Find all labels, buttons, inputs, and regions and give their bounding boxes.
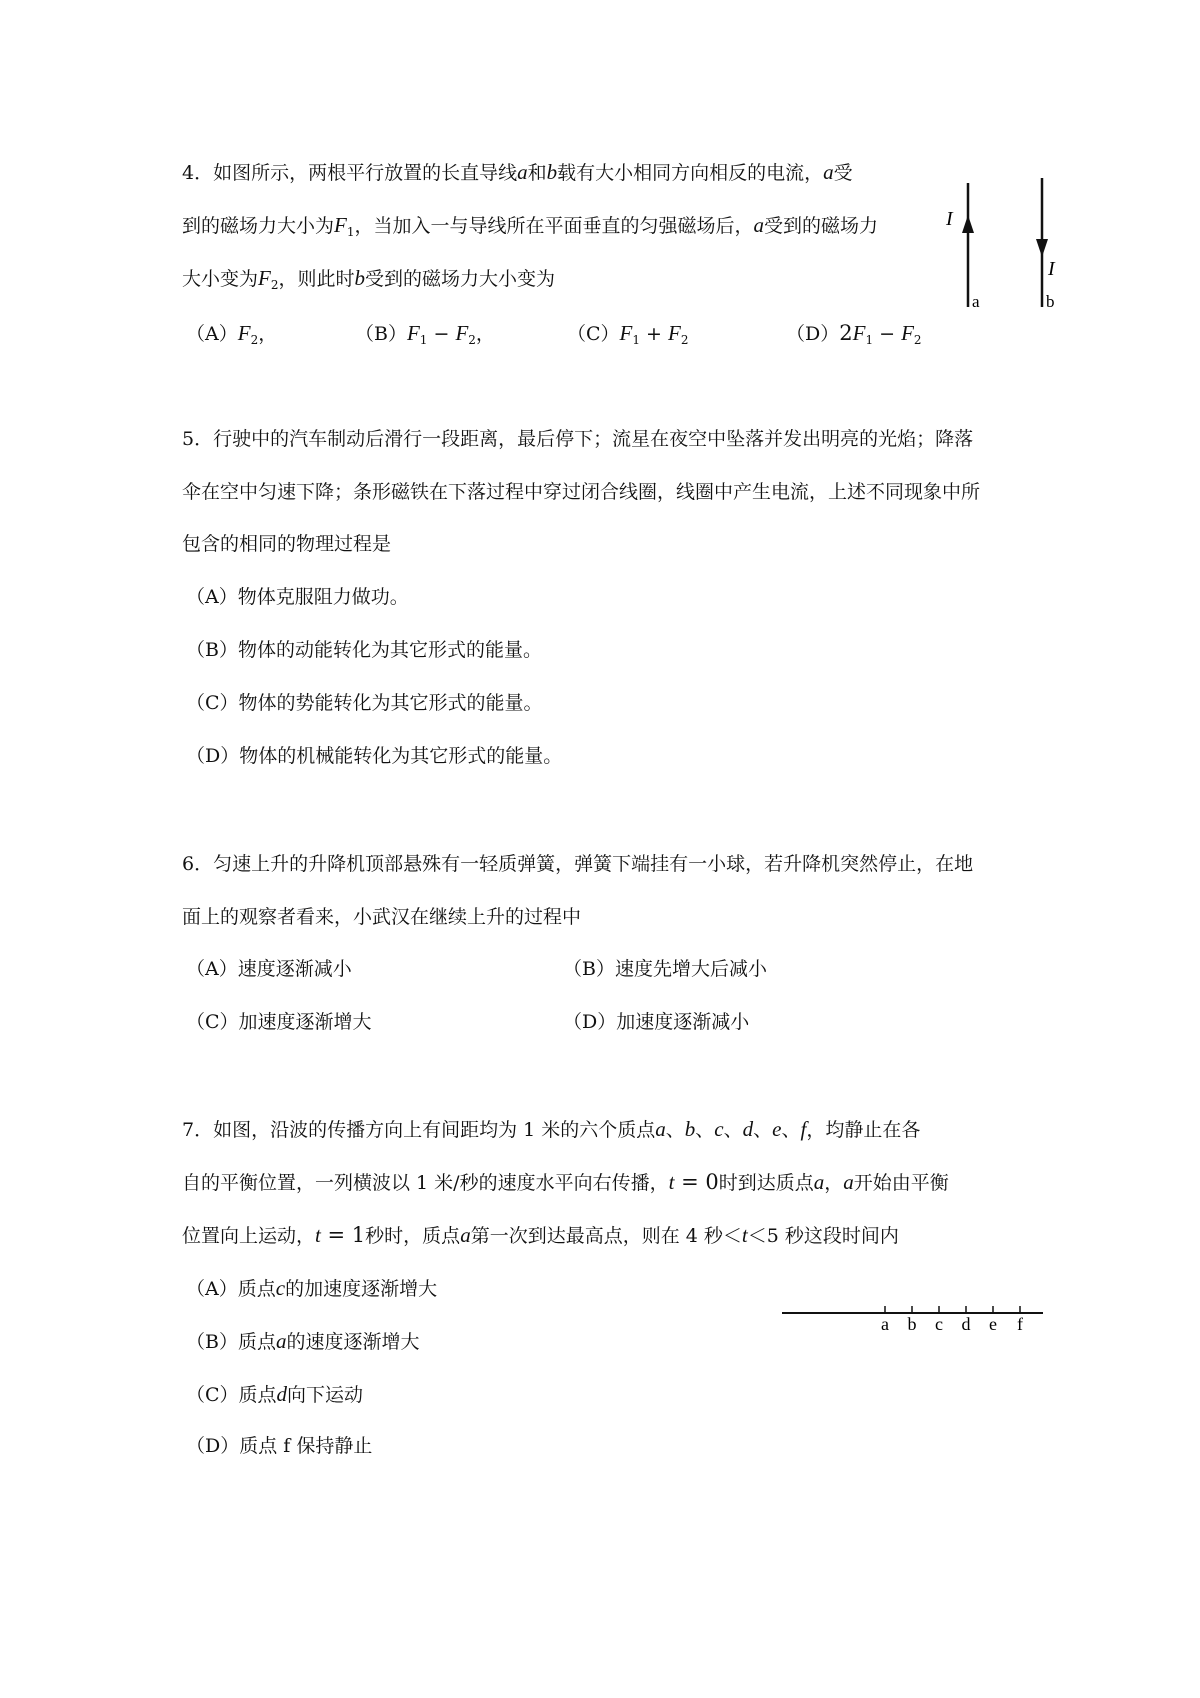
q6-option-a[interactable]: （A）速度逐渐减小 — [186, 958, 352, 980]
q5-line-2: 伞在空中匀速下降；条形磁铁在下落过程中穿过闭合线圈，线圈中产生电流，上述不同现象中所 — [182, 481, 981, 503]
q7-option-b[interactable]: （B）质点a的速度逐渐增大 — [186, 1329, 420, 1353]
q4-number: 4． — [182, 162, 214, 184]
q7-line-2: 自的平衡位置，一列横波以 1 米/秒的速度水平向右传播，t = 0时到达质点a，a开始由平衡 — [182, 1170, 949, 1194]
q7-option-c[interactable]: （C）质点d向下运动 — [186, 1382, 364, 1406]
q6-line-2: 面上的观察者看来，小武汉在继续上升的过程中 — [182, 906, 582, 928]
parallel-wires-figure — [940, 175, 1080, 325]
q4-line-3: 大小变为$F_2$，则此时b受到的磁场力大小变为 — [182, 266, 556, 292]
q6-option-c[interactable]: （C）加速度逐渐增大 — [186, 1011, 372, 1033]
label-wire-b: b — [1046, 292, 1055, 311]
q7-option-a[interactable]: （A）质点c的加速度逐渐增大 — [186, 1276, 438, 1300]
q4-line-2: 到的磁场力大小为$F_1$，当加入一与导线所在平面垂直的匀强磁场后，a受到的磁场力 — [182, 213, 879, 239]
particle-label-f: f — [1017, 1314, 1023, 1334]
current-arrow-up — [962, 215, 974, 233]
particle-label-c: c — [935, 1314, 943, 1334]
q5-line-3: 包含的相同的物理过程是 — [182, 533, 392, 555]
q4-option-c[interactable]: $(C)F_1 + F_2$ — [567, 321, 689, 347]
q7-option-d[interactable]: （D）质点 f 保持静止 — [186, 1435, 373, 1457]
particle-label-a: a — [881, 1314, 889, 1334]
q5-option-d[interactable]: （D）物体的机械能转化为其它形式的能量。 — [186, 745, 563, 767]
q4-option-a[interactable]: $(A)F_2$， — [186, 321, 278, 347]
label-wire-a: a — [972, 292, 980, 311]
q7-line-3: 位置向上运动，t = 1秒时，质点a第一次到达最高点，则在 4 秒＜t＜5 秒这段时间内 — [182, 1223, 899, 1247]
particle-label-d: d — [961, 1314, 971, 1334]
label-current-a: I — [946, 208, 953, 230]
q6-option-d[interactable]: （D）加速度逐渐减小 — [563, 1011, 750, 1033]
q4-option-d[interactable]: $(D)2F_1 - F_2$ — [786, 321, 922, 347]
label-current-b: I — [1048, 258, 1055, 280]
q5-option-c[interactable]: （C）物体的势能转化为其它形式的能量。 — [186, 692, 543, 714]
q4-option-b[interactable]: $(B)F_1 - F_2$， — [355, 321, 495, 347]
current-arrow-down — [1036, 239, 1048, 257]
q6-line-1: 6．匀速上升的升降机顶部悬殊有一轻质弹簧，弹簧下端挂有一小球，若升降机突然停止，在地 — [182, 853, 974, 875]
q5-line-1: 5．行驶中的汽车制动后滑行一段距离，最后停下；流星在夜空中坠落并发出明亮的光焰；降落 — [182, 428, 974, 450]
wave-particles-figure — [780, 1300, 1050, 1340]
particle-label-e: e — [989, 1314, 997, 1334]
q4-line-1: 4．如图所示，两根平行放置的长直导线a和b载有大小相同方向相反的电流，a受 — [182, 160, 853, 184]
q7-line-1: 7．如图，沿波的传播方向上有间距均为 1 米的六个质点a、b、c、d、e、f，均静止在各 — [182, 1117, 921, 1141]
q5-option-b[interactable]: （B）物体的动能转化为其它形式的能量。 — [186, 639, 542, 661]
particle-label-b: b — [907, 1314, 917, 1334]
q5-option-a[interactable]: （A）物体克服阻力做功。 — [186, 586, 409, 608]
q6-option-b[interactable]: （B）速度先增大后减小 — [563, 958, 767, 980]
